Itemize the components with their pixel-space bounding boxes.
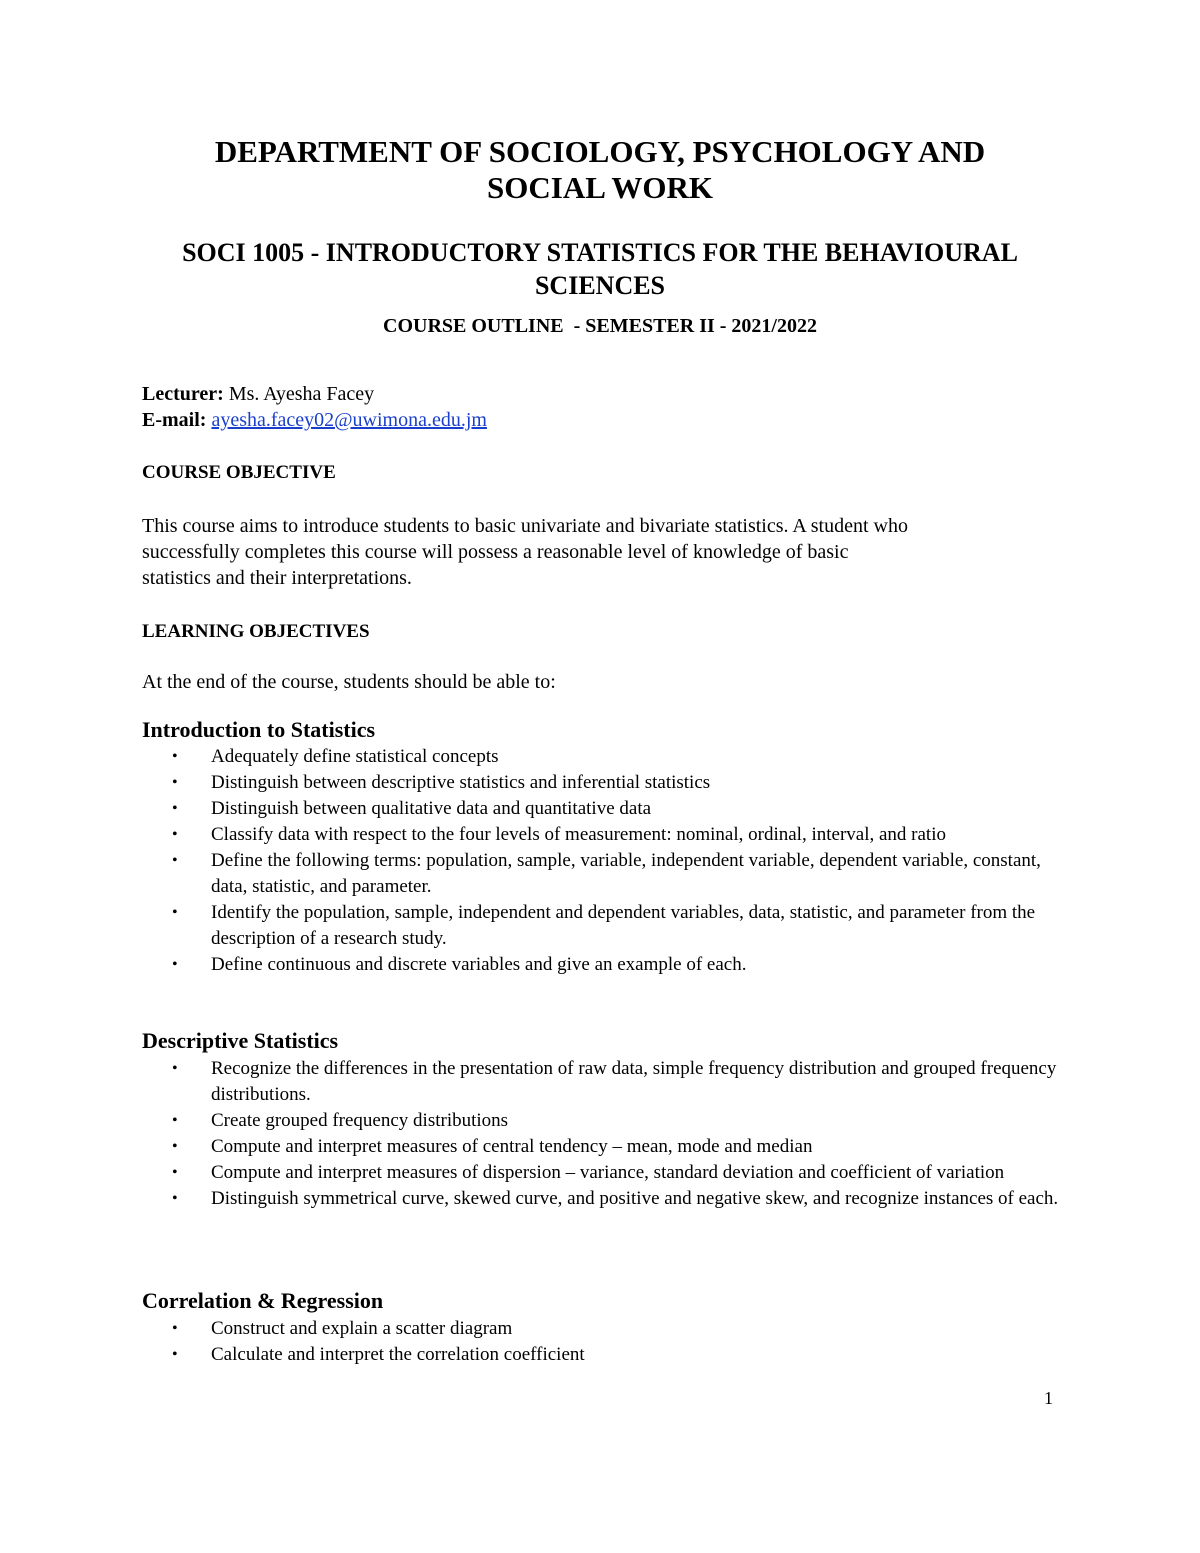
correlation-regression-heading: Correlation & Regression — [142, 1288, 384, 1313]
list-item-text: Classify data with respect to the four levels of measurement: nominal, ordinal, interval, and ratio — [211, 824, 946, 845]
bullet-icon: • — [172, 1320, 178, 1337]
course-title-line1: SOCI 1005 - INTRODUCTORY STATISTICS FOR THE BEHAVIOURAL — [182, 238, 1018, 267]
bullet-icon: • — [172, 904, 178, 921]
bullet-icon: • — [172, 1164, 178, 1181]
course-objective-heading: COURSE OBJECTIVE — [142, 462, 336, 483]
list-item — [142, 1316, 1072, 1342]
list-item — [142, 796, 1072, 822]
list-item-text: Compute and interpret measures of dispersion – variance, standard deviation and coefficient of variation — [211, 1162, 1005, 1183]
department-title-line1: DEPARTMENT OF SOCIOLOGY, PSYCHOLOGY AND — [214, 134, 986, 169]
list-item-text: Distinguish symmetrical curve, skewed curve, and positive and negative skew, and recognize instances of each. — [211, 1188, 1059, 1209]
course-objective-line: statistics and their interpretations. — [142, 567, 412, 589]
descriptive-statistics-list — [142, 1056, 1072, 1212]
course-title — [0, 236, 1200, 302]
course-title-line2: SCIENCES — [534, 271, 666, 300]
list-item-text: Define continuous and discrete variables and give an example of each. — [211, 954, 747, 975]
list-item — [142, 1342, 1072, 1368]
list-item — [142, 900, 1072, 952]
correlation-regression-list — [142, 1316, 1072, 1368]
list-item — [142, 822, 1072, 848]
lecturer-label: Lecturer: — [142, 383, 224, 405]
bullet-icon: • — [172, 956, 178, 973]
course-outline-title: COURSE OUTLINE - SEMESTER II - 2021/2022 — [383, 315, 817, 337]
list-item — [142, 1186, 1072, 1212]
bullet-icon: • — [172, 748, 178, 765]
list-item-text: Recognize the differences in the presentation of raw data, simple frequency distribution and grouped frequency distributions. — [211, 1058, 1057, 1105]
list-item — [142, 1108, 1072, 1134]
list-item-text: Distinguish between qualitative data and quantitative data — [211, 798, 652, 819]
contact-block — [142, 381, 487, 433]
lecturer-line — [142, 381, 487, 407]
list-item-text: Construct and explain a scatter diagram — [211, 1318, 513, 1339]
bullet-icon: • — [172, 1190, 178, 1207]
page-number: 1 — [1044, 1388, 1053, 1408]
descriptive-statistics-heading: Descriptive Statistics — [142, 1028, 339, 1053]
bullet-icon: • — [172, 1138, 178, 1155]
learning-objectives-intro: At the end of the course, students should be able to: — [142, 671, 556, 693]
list-item — [142, 770, 1072, 796]
course-objective-line: successfully completes this course will possess a reasonable level of knowledge of basic — [142, 541, 849, 563]
intro-statistics-list — [142, 744, 1072, 978]
list-item-text: Calculate and interpret the correlation coefficient — [211, 1344, 585, 1365]
course-objective-paragraph — [142, 513, 1082, 591]
email-label: E-mail: — [142, 409, 207, 431]
bullet-icon: • — [172, 1060, 178, 1077]
bullet-icon: • — [172, 774, 178, 791]
course-objective-line: This course aims to introduce students to basic univariate and bivariate statistics. A student who — [142, 515, 908, 537]
list-item-text: Define the following terms: population, sample, variable, independent variable, dependent variable, constant, data, statistic, and parameter. — [211, 850, 1041, 897]
intro-statistics-heading: Introduction to Statistics — [142, 717, 376, 742]
lecturer-name: Ms. Ayesha Facey — [223, 383, 375, 405]
list-item — [142, 952, 1072, 978]
list-item-text: Create grouped frequency distributions — [211, 1110, 509, 1131]
list-item — [142, 1160, 1072, 1186]
bullet-icon: • — [172, 826, 178, 843]
bullet-icon: • — [172, 1346, 178, 1363]
bullet-icon: • — [172, 852, 178, 869]
email-line — [142, 407, 487, 433]
list-item — [142, 1056, 1072, 1108]
list-item-text: Compute and interpret measures of central tendency – mean, mode and median — [211, 1136, 813, 1157]
bullet-icon: • — [172, 1112, 178, 1129]
bullet-icon: • — [172, 800, 178, 817]
list-item — [142, 744, 1072, 770]
list-item — [142, 848, 1072, 900]
list-item — [142, 1134, 1072, 1160]
list-item-text: Distinguish between descriptive statistics and inferential statistics — [211, 772, 711, 793]
list-item-text: Adequately define statistical concepts — [211, 746, 499, 767]
email-link[interactable]: ayesha.facey02@uwimona.edu.jm — [211, 409, 487, 431]
department-title-line2: SOCIAL WORK — [487, 170, 713, 205]
department-title — [0, 134, 1200, 206]
list-item-text: Identify the population, sample, independent and dependent variables, data, statistic, and parameter from the description of a research study. — [211, 902, 1036, 949]
learning-objectives-heading: LEARNING OBJECTIVES — [142, 621, 370, 642]
